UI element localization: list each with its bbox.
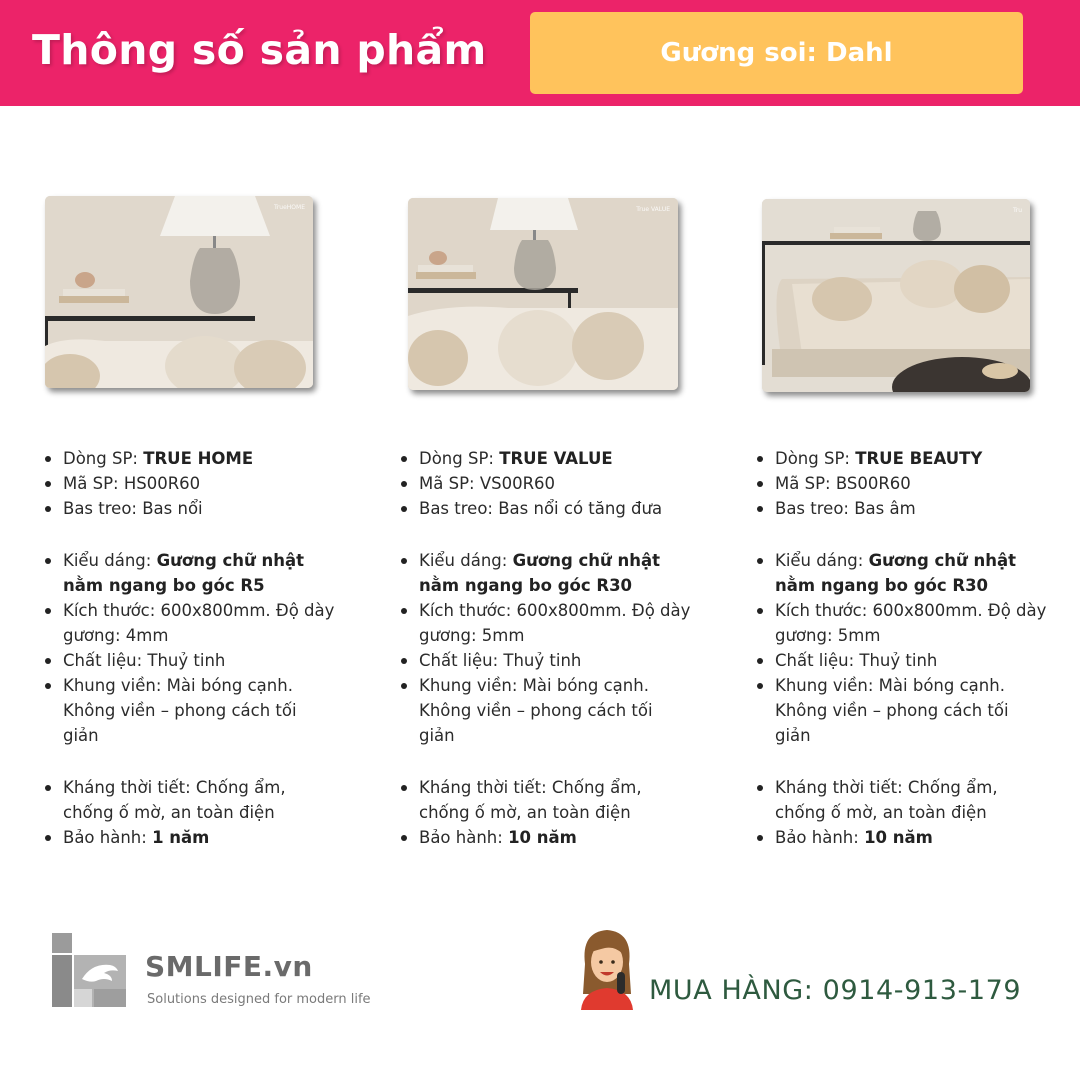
hotline-phone[interactable]: MUA HÀNG: 0914-913-179 — [649, 975, 1022, 1006]
product-photo-true-beauty — [762, 199, 1030, 392]
product-badge-label: Gương soi: Dahl — [660, 38, 893, 68]
spec-item-style: Kiểu dáng: Gương chữ nhật nằm ngang bo góc R30 — [757, 548, 1047, 598]
spec-item-warranty: Bảo hành: 10 năm — [757, 825, 1047, 850]
product-photo-true-value — [408, 198, 678, 390]
brand-tagline: Solutions designed for modern life — [147, 992, 371, 1007]
spec-item-frame: Khung viền: Mài bóng cạnh. Không viền – phong cách tối giản — [757, 673, 1047, 748]
product-badge — [530, 12, 1023, 94]
spec-item-material: Chất liệu: Thuỷ tinh — [401, 648, 691, 673]
spec-list-basic — [45, 446, 335, 521]
spec-list-basic — [401, 446, 691, 521]
photo-watermark: True VALUE — [636, 206, 670, 213]
spec-item-frame: Khung viền: Mài bóng cạnh. Không viền – phong cách tối giản — [45, 673, 335, 748]
spec-item-product-line: Dòng SP: TRUE VALUE — [401, 446, 691, 471]
spec-list-durability — [757, 775, 1047, 850]
spec-list-design — [757, 548, 1047, 748]
spec-item-mount: Bas treo: Bas âm — [757, 496, 1047, 521]
smlife-logo-icon — [52, 933, 126, 1007]
spec-item-material: Chất liệu: Thuỷ tinh — [757, 648, 1047, 673]
spec-item-size: Kích thước: 600x800mm. Độ dày gương: 4mm — [45, 598, 335, 648]
spec-list-design — [45, 548, 335, 748]
page-title: Thông số sản phẩm — [32, 26, 487, 74]
spec-column-true-home — [45, 446, 335, 850]
spec-item-product-code: Mã SP: VS00R60 — [401, 471, 691, 496]
support-agent-avatar-icon — [575, 924, 639, 1010]
spec-list-durability — [45, 775, 335, 850]
spec-item-size: Kích thước: 600x800mm. Độ dày gương: 5mm — [757, 598, 1047, 648]
spec-list-basic — [757, 446, 1047, 521]
brand-name: SMLIFE.vn — [145, 950, 313, 983]
spec-item-weather: Kháng thời tiết: Chống ẩm, chống ố mờ, an toàn điện — [757, 775, 1047, 825]
spec-item-material: Chất liệu: Thuỷ tinh — [45, 648, 335, 673]
spec-item-product-code: Mã SP: HS00R60 — [45, 471, 335, 496]
spec-item-size: Kích thước: 600x800mm. Độ dày gương: 5mm — [401, 598, 691, 648]
spec-item-frame: Khung viền: Mài bóng cạnh. Không viền – phong cách tối giản — [401, 673, 691, 748]
spec-item-product-line: Dòng SP: TRUE BEAUTY — [757, 446, 1047, 471]
spec-item-weather: Kháng thời tiết: Chống ẩm, chống ố mờ, an toàn điện — [401, 775, 691, 825]
header-banner — [0, 0, 1080, 106]
spec-item-mount: Bas treo: Bas nổi có tăng đưa — [401, 496, 691, 521]
spec-item-weather: Kháng thời tiết: Chống ẩm, chống ố mờ, an toàn điện — [45, 775, 335, 825]
spec-list-design — [401, 548, 691, 748]
spec-column-true-value — [401, 446, 691, 850]
spec-item-mount: Bas treo: Bas nổi — [45, 496, 335, 521]
spec-item-warranty: Bảo hành: 1 năm — [45, 825, 335, 850]
spec-item-style: Kiểu dáng: Gương chữ nhật nằm ngang bo góc R30 — [401, 548, 691, 598]
spec-item-warranty: Bảo hành: 10 năm — [401, 825, 691, 850]
photo-watermark: TrueHOME — [274, 204, 305, 211]
spec-item-product-code: Mã SP: BS00R60 — [757, 471, 1047, 496]
product-photo-true-home — [45, 196, 313, 388]
spec-list-durability — [401, 775, 691, 850]
photo-watermark: Tru — [1012, 207, 1022, 214]
spec-item-product-line: Dòng SP: TRUE HOME — [45, 446, 335, 471]
spec-column-true-beauty — [757, 446, 1047, 850]
spec-item-style: Kiểu dáng: Gương chữ nhật nằm ngang bo góc R5 — [45, 548, 335, 598]
